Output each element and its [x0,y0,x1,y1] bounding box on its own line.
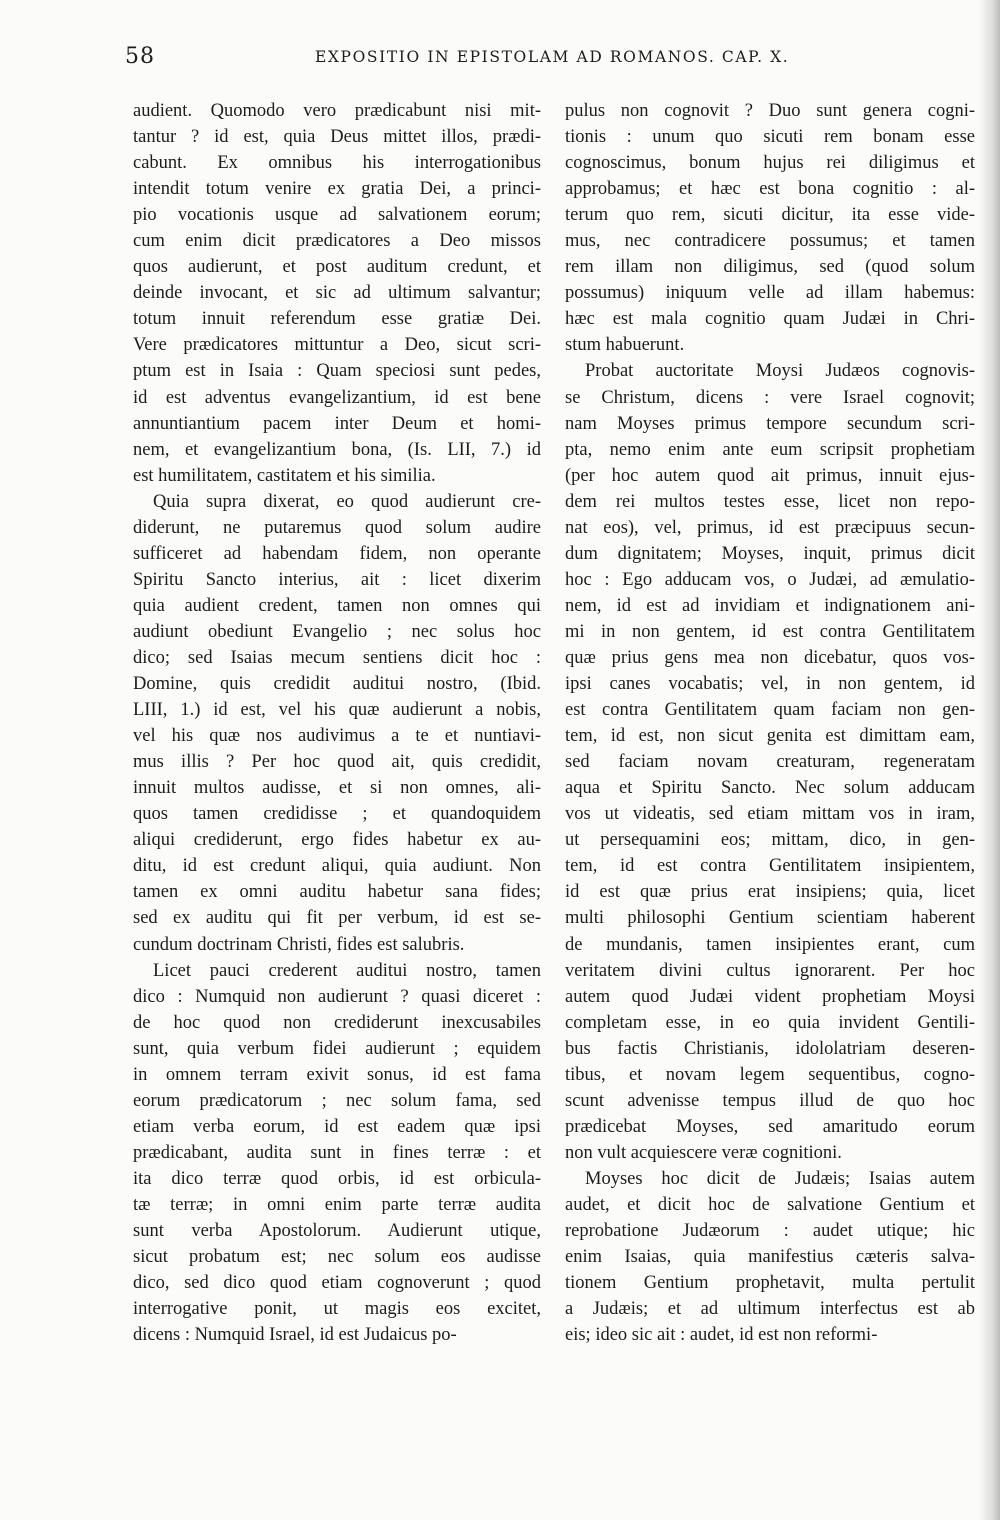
text-line: Licet pauci crederent auditui nostro, tamen [153,960,541,981]
text-line: Quia supra dixerat, eo quod audierunt cre- [153,491,541,512]
text-line: hæc est mala cognitio quam Judæi in Chri- [565,309,975,330]
text-line: sed ex auditu qui fit per verbum, id est se- [133,908,541,929]
text-line: autem quod Judæi vident prophetiam Moysi [565,986,975,1007]
text-line: tionem Gentium prophetavit, multa pertulit [565,1273,975,1294]
text-line: nam Moyses primus tempore secundum scri- [565,413,975,434]
text-line: id est quæ prius erat insipiens; quia, licet [565,882,975,903]
text-line: scunt advenisse tempus illud de quo hoc [565,1090,975,1111]
text-line: ita dico terræ quod orbis, id est orbicula- [133,1168,541,1189]
text-line: Spiritu Sancto interius, ait : licet dixerim [133,569,541,590]
text-line: multi philosophi Gentium scientiam haberent [565,908,975,929]
text-line: completam esse, in eo quia invident Gentili- [565,1012,975,1033]
text-line: rem illam non diligimus, sed (quod solum [565,257,975,278]
page-header [125,44,795,74]
text-line: prædicebat Moyses, sed amaritudo eorum [565,1116,975,1137]
text-line: dico : Numquid non audierunt ? quasi diceret : [133,986,541,1007]
text-line: de hoc quod non crediderunt inexcusabiles [133,1012,541,1033]
text-line: vel his quæ nos audivimus a te et nuntiavi- [133,726,541,747]
text-line: mus illis ? Per hoc quod ait, quis credidit, [133,752,541,773]
text-line: cognoscimus, bonum hujus rei diligimus et [565,153,975,174]
text-line: annuntiantium pacem inter Deum et homi- [133,413,541,434]
text-line: (per hoc autem quod ait primus, innuit ejus- [565,465,975,486]
text-line: nat eos), vel, primus, id est præcipuus secun- [565,517,975,538]
text-line: est contra Gentilitatem quam faciam non gen- [565,700,975,721]
text-line: totum innuit referendum esse gratiæ Dei. [133,309,541,330]
text-line: stum habuerunt. [565,335,685,356]
text-line: approbamus; et hæc est bona cognitio : al- [565,179,975,200]
text-line: sunt, quia verbum fidei audierunt ; equidem [133,1038,541,1059]
text-line: sed faciam novam creaturam, regeneratam [565,752,975,773]
left-text-column [133,98,541,1348]
text-line: de mundanis, tamen insipientes erant, cum [565,934,975,955]
text-line: quos tamen credidisse ; et quandoquidem [133,804,541,825]
text-line: mi in non gentem, id est contra Gentilitatem [565,621,975,642]
text-line: possumus) iniquum velle ad illam habemus: [565,283,975,304]
text-line: audiunt obediunt Evangelio ; nec solus hoc [133,621,541,642]
text-line: aliqui crediderunt, ergo fides habetur ex au- [133,830,541,851]
page-number: 58 [125,44,155,69]
text-line: tem, id est contra Gentilitatem insipientem, [565,856,975,877]
text-line: tibus, et novam legem sequentibus, cogno- [565,1064,975,1085]
text-line: innuit multos audisse, et si non omnes, ali- [133,778,541,799]
text-line: dicens : Numquid Israel, id est Judaicus po- [133,1325,457,1346]
text-line: LIII, 1.) id est, vel his quæ audierunt a nobis, [133,700,541,721]
text-line: tamen ex omni auditu habetur sana fides; [133,882,541,903]
text-line: cundum doctrinam Christi, fides est salubris. [133,934,465,955]
text-line: cabunt. Ex omnibus his interrogationibus [133,153,541,174]
text-line: dico; sed Isaias mecum sentiens dicit hoc : [133,647,541,668]
text-line: quæ prius gens mea non dicebatur, quos vos- [565,647,975,668]
text-line: terum quo rem, sicuti dicitur, ita esse vide- [565,205,975,226]
text-line: bus factis Christianis, idololatriam deseren- [565,1038,975,1059]
text-line: mus, nec contradicere possumus; et tamen [565,231,975,252]
text-line: nem, id est ad invidiam et indignationem ani- [565,595,975,616]
text-line: interrogative ponit, ut magis eos excitet, [133,1299,541,1320]
text-line: pulus non cognovit ? Duo sunt genera cogni- [565,101,975,121]
text-line: tæ terræ; in omni enim parte terræ audita [133,1194,541,1215]
text-line: diderunt, ne putaremus quod solum audire [133,517,541,538]
text-line: hoc : Ego adducam vos, o Judæi, ad æmulatio- [565,569,975,590]
text-line: etiam verba eorum, id est eadem quæ ipsi [133,1116,541,1137]
text-line: se Christum, dicens : vere Israel cognovit; [565,387,975,408]
text-line: sunt verba Apostolorum. Audierunt utique, [133,1221,541,1242]
text-line: veritatem divini cultus ignorarent. Per hoc [565,960,975,981]
text-line: deinde invocant, et sic ad ultimum salvantur; [133,283,541,304]
text-line: ut persequamini eos; mittam, dico, in gen- [565,830,975,851]
text-line: pio vocationis usque ad salvationem eorum; [133,205,541,226]
text-line: dico, sed dico quod etiam cognoverunt ; quod [133,1273,541,1294]
text-line: id est adventus evangelizantium, id est bene [133,387,541,408]
text-line: Probat auctoritate Moysi Judæos cognovis- [585,361,975,382]
text-line: est humilitatem, castitatem et his similia. [133,465,436,486]
text-line: in omnem terram exivit sonus, id est fama [133,1064,541,1085]
text-line: aqua et Spiritu Sancto. Nec solum adducam [565,778,975,799]
text-line: Domine, quis credidit auditui nostro, (Ibid. [133,674,541,695]
right-text-column [565,98,975,1348]
text-line: tem, id est, non sicut genita est dimittam eam, [565,726,975,747]
text-line: prædicabant, audita sunt in fines terræ : et [133,1142,541,1163]
text-line: dum dignitatem; Moyses, inquit, primus dicit [565,543,975,564]
text-line: quia audient credent, tamen non omnes qui [133,595,541,616]
binding-shadow [978,0,1000,1520]
text-line: Vere prædicatores mittuntur a Deo, sicut scri- [133,335,541,356]
text-line: quos audierunt, et post auditum credunt, et [133,257,541,278]
text-line: ptum est in Isaia : Quam speciosi sunt pedes, [133,361,541,382]
text-line: Moyses hoc dicit de Judæis; Isaias autem [585,1168,975,1189]
text-line: pta, nemo enim ante eum scripsit prophetiam [565,439,975,460]
text-line: tionis : unum quo sicuti rem bonam esse [565,127,975,148]
text-line: sufficeret ad habendam fidem, non operante [133,543,541,564]
text-line: tantur ? id est, quia Deus mittet illos, prædi- [133,127,541,148]
text-line: audient. Quomodo vero prædicabunt nisi mit- [133,101,541,121]
text-line: eis; ideo sic ait : audet, id est non reformi- [565,1325,878,1346]
text-line: eorum prædicatorum ; nec solum fama, sed [133,1090,541,1111]
text-line: nem, et evangelizantium bona, (Is. LII, 7.) id [133,439,541,460]
text-line: non vult acquiescere veræ cognitioni. [565,1142,842,1163]
text-line: ditu, id est credunt aliqui, quia audiunt. Non [133,856,541,877]
text-line: ipsi canes vocabatis; vel, in non gentem, id [565,674,975,695]
text-line: reprobatione Judæorum : audet utique; hic [565,1221,975,1242]
text-line: audet, et dicit hoc de salvatione Gentium et [565,1194,975,1215]
running-title: EXPOSITIO IN EPISTOLAM AD ROMANOS. CAP. X. [315,48,790,66]
text-line: cum enim dicit prædicatores a Deo missos [133,231,541,252]
text-line: enim Isaias, quia manifestius cæteris salva- [565,1247,975,1268]
text-line: vos ut videatis, sed etiam mittam vos in iram, [565,804,975,825]
text-line: sicut probatum est; nec solum eos audisse [133,1247,541,1268]
text-line: a Judæis; et ad ultimum interfectus est ab [565,1299,975,1320]
text-line: intendit totum venire ex gratia Dei, a princi- [133,179,541,200]
text-line: dem rei multos testes esse, licet non repo- [565,491,975,512]
